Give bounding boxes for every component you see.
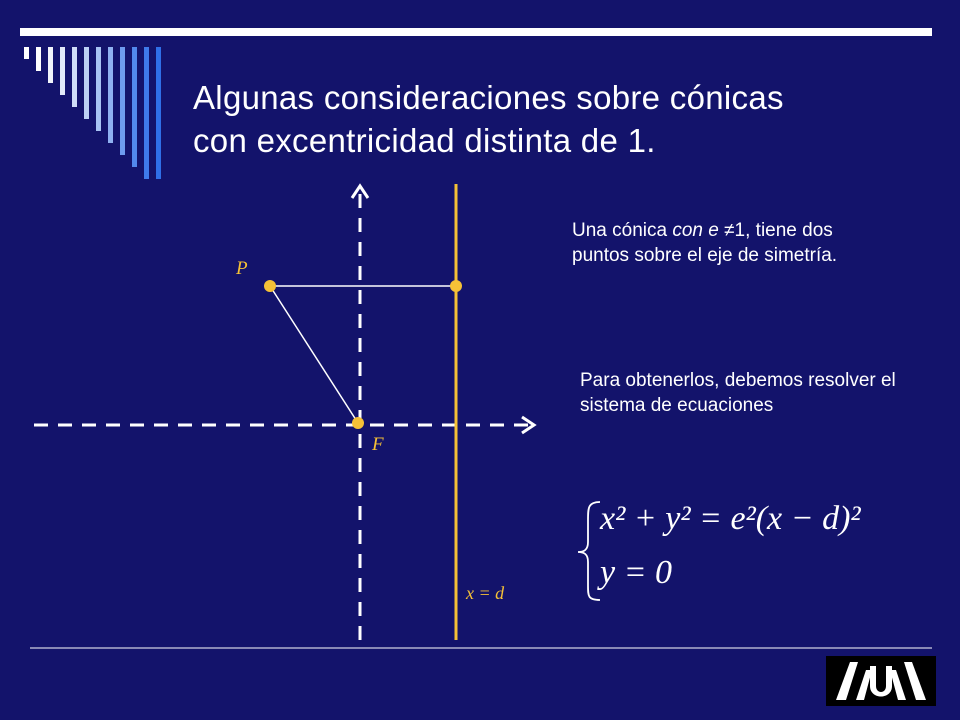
title-line-1: Algunas consideraciones sobre cónicas bbox=[193, 79, 784, 116]
point-F bbox=[352, 417, 364, 429]
slide-title bbox=[193, 76, 893, 162]
label-P: P bbox=[236, 258, 248, 279]
vertical-bars-decoration bbox=[24, 47, 161, 179]
segment-P-to-F bbox=[270, 286, 358, 423]
point-P bbox=[264, 280, 276, 292]
equation-system bbox=[572, 494, 892, 606]
title-line-2: con excentricidad distinta de 1. bbox=[193, 122, 656, 159]
p1-suffix: ≠1, tiene dos puntos sobre el eje de simetría. bbox=[572, 220, 838, 266]
uam-logo-mark bbox=[826, 656, 936, 706]
uam-logo bbox=[826, 656, 936, 706]
label-directrix: x = d bbox=[466, 583, 505, 603]
point-directrix bbox=[450, 280, 462, 292]
paragraph-conic-points bbox=[572, 218, 892, 268]
paragraph-system-intro: Para obtenerlos, debemos resolver el sistema de ecuaciones bbox=[580, 370, 896, 416]
p1-prefix: Una cónica bbox=[572, 220, 673, 241]
top-rule bbox=[20, 28, 932, 36]
p1-italic: con e bbox=[672, 220, 719, 241]
label-F: F bbox=[372, 434, 384, 455]
equation-2: y = 0 bbox=[600, 554, 673, 591]
equation-1: x² + y² = e²(x − d)² bbox=[600, 500, 861, 537]
